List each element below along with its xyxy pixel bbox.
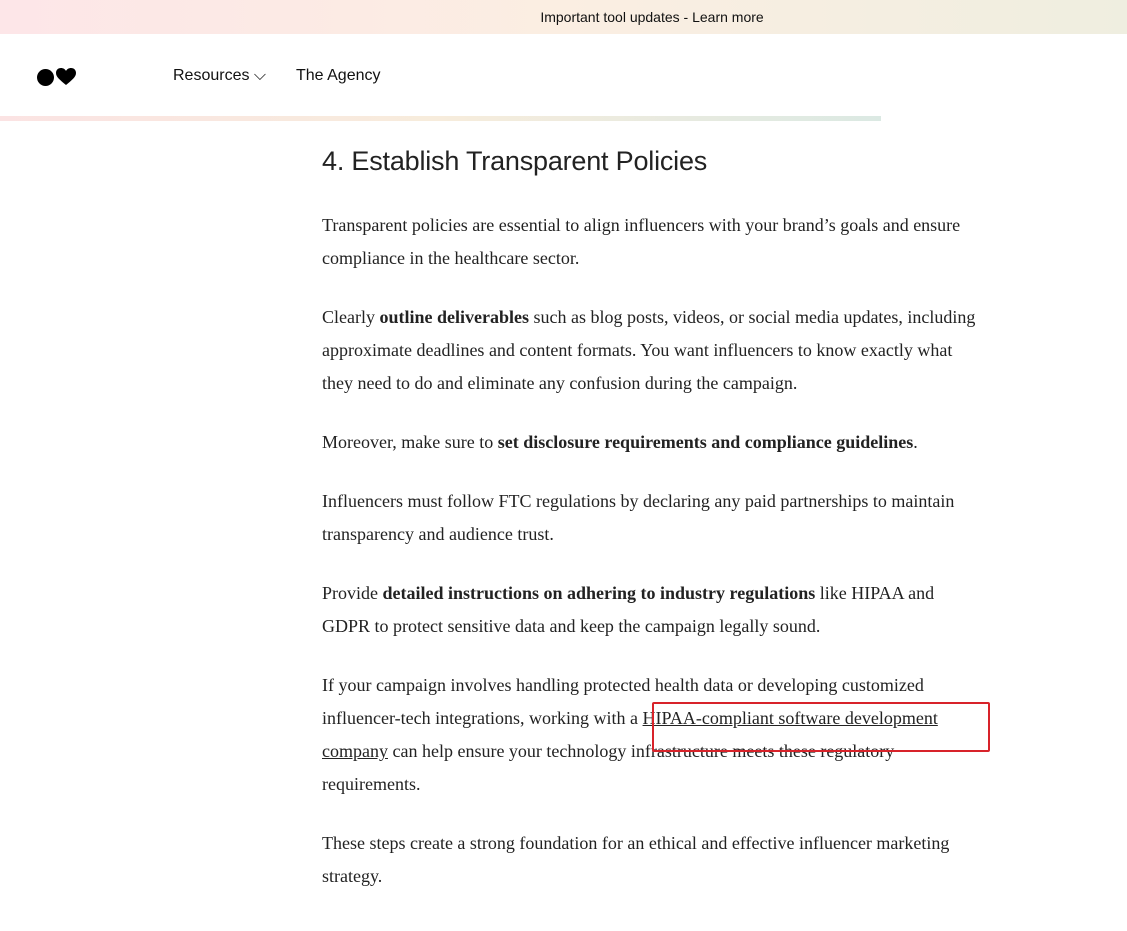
top-nav [0, 34, 1127, 116]
bold-text: detailed instructions on adhering to industry regulations [382, 583, 816, 603]
text: Transparent policies are essential to align influencers with your brand’s goals and ensure compliance in the healthcare sector. [322, 215, 961, 268]
text: like HIPAA and GDPR to protect sensitive data and keep the campaign legally sound. [322, 583, 935, 636]
nav-the-agency[interactable]: The Agency [296, 67, 381, 84]
text: Moreover, make sure to [322, 432, 498, 452]
bold-text: outline deliverables [379, 307, 529, 327]
heart-icon [56, 68, 76, 86]
text: Clearly [322, 307, 380, 327]
text: can help ensure your technology infrastructure meets these regulatory requirements. [322, 741, 895, 794]
paragraph [322, 577, 977, 643]
text: If your campaign involves handling protected health data or developing customized influencer-tech integrations, working with a [322, 675, 924, 728]
announcement-banner[interactable] [0, 0, 1127, 34]
paragraph [322, 301, 977, 400]
header-divider [0, 116, 881, 121]
hipaa-software-link[interactable]: HIPAA-compliant software development company [322, 708, 938, 761]
paragraph [322, 485, 977, 551]
section-heading: 4. Establish Transparent Policies [322, 146, 708, 176]
paragraph [322, 827, 977, 893]
logo[interactable] [37, 68, 76, 86]
paragraph [322, 426, 977, 459]
circle-icon [37, 69, 54, 86]
banner-text[interactable]: Important tool updates - Learn more [540, 9, 764, 25]
nav-resources[interactable]: Resources ⌵ [173, 67, 267, 84]
text: such as blog posts, videos, or social media updates, including approximate deadlines and content formats. You want influencers to know exactly what they need to do and eliminate any confusion during the campaign. [322, 307, 976, 393]
bold-text: set disclosure requirements and compliance guidelines [497, 432, 914, 452]
article-body [322, 146, 977, 919]
text: Provide [322, 583, 383, 603]
text: Influencers must follow FTC regulations by declaring any paid partnerships to maintain transparency and audience trust. [322, 491, 955, 544]
text: . [913, 432, 918, 452]
highlight-box [652, 702, 990, 752]
text: These steps create a strong foundation for an ethical and effective influencer marketing strategy. [322, 833, 950, 886]
paragraph [322, 209, 977, 275]
